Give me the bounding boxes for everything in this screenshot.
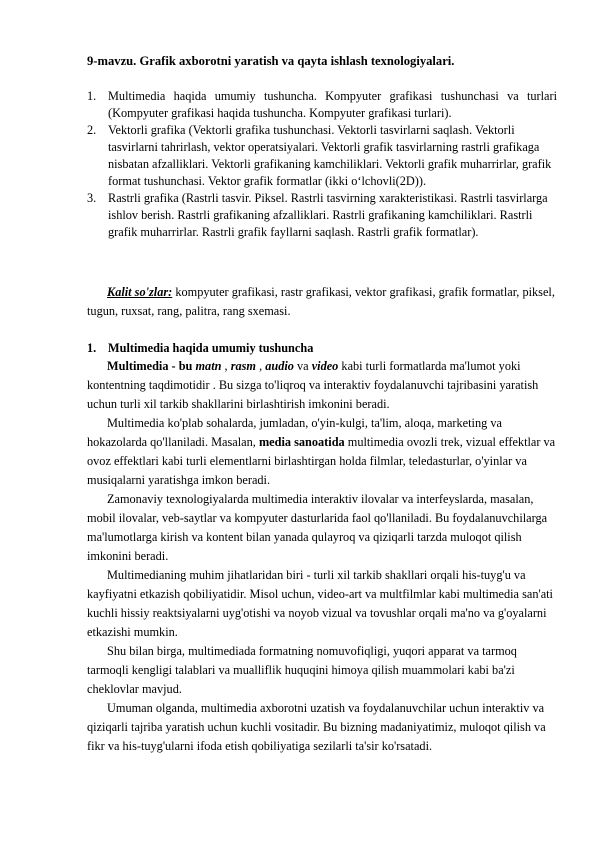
term-lead: Multimedia - bu bbox=[107, 359, 196, 373]
paragraph-text: Shu bilan birga, multimediada formatning nomuvofiqligi, yuqori apparat va tarmoq tarmoqli kengligi talablari va mualliflik huquqini himoya qilish muammolari kabi ba'zi cheklovlar mavjud. bbox=[87, 644, 517, 696]
separator: , bbox=[256, 359, 266, 373]
page-title: 9-mavzu. Grafik axborotni yaratish va qayta ishlash texnologiyalari. bbox=[87, 54, 455, 68]
paragraph-text: multimedia ovozli trek, vizual effektlar va ovoz effektlari kabi turli elementlarni birlashtirgan holda filmlar, teledasturlar, o'yinlar va musiqalarni yaratishga imkon beradi. bbox=[87, 435, 556, 487]
paragraph-applications bbox=[87, 414, 557, 490]
section-multimedia bbox=[87, 339, 557, 756]
section-heading-text: Multimedia haqida umumiy tushuncha bbox=[108, 341, 314, 355]
outline-item-text: Multimedia haqida umumiy tushuncha. Kompyuter grafikasi tushunchasi va turlari (Kompyuter grafikasi haqida tushuncha. Kompyuter grafikasi turlari). bbox=[108, 89, 557, 120]
topic-outline bbox=[87, 88, 557, 241]
paragraph-limitations bbox=[87, 642, 557, 699]
separator: va bbox=[293, 359, 312, 373]
term-video: video bbox=[311, 359, 339, 373]
outline-item-text: Rastrli grafika (Rastrli tasvir. Piksel. Rastrli tasvirning xarakteristikasi. Rastrli tasvirlarga ishlov berish. Rastrli grafikaning afzalliklari. Rastrli grafikaning kamchiliklari. Rastrli grafik muharrirlar. Rastrli grafik fayllarni saqlash. Rastrli grafik formatlar). bbox=[108, 191, 548, 239]
outline-item bbox=[87, 122, 557, 190]
paragraph-text: Multimedianing muhim jihatlaridan biri - turli xil tarkib shakllari orqali his-tuyg'u va kayfiyatni etkazish qobiliyatidir. Misol uchun, video-art va multfilmlar kabi multimedia san'ati kuchli hissiy reaktsiyalarni uyg'otishi va noyob vizual va tovushlar orqali ma'no va g'oyalarni etkazishi mumkin. bbox=[87, 568, 553, 639]
term-image: rasm bbox=[230, 359, 256, 373]
paragraph-definition bbox=[87, 357, 557, 414]
term-text: matn bbox=[195, 359, 222, 373]
section-number: 1. bbox=[87, 341, 97, 355]
paragraph-text: Zamonaviy texnologiyalarda multimedia interaktiv ilovalar va interfeyslarda, masalan, mobil ilovalar, veb-saytlar va kompyuter dasturlarida faol qo'llaniladi. Bu foydalanuvchilarga ma'lumotlarga kirish va kontent bilan yanada qulayroq va qiziqarli tarzda muloqot qilish imkonini beradi. bbox=[87, 492, 548, 563]
outline-item-number: 3. bbox=[87, 191, 97, 205]
keywords-paragraph bbox=[87, 283, 557, 321]
paragraph-conclusion bbox=[87, 699, 557, 756]
paragraph-text: kabi turli formatlarda ma'lumot yoki kontentning taqdimotidir . Bu sizga to'liqroq va interaktiv foydalanuvchi tajribasini yaratish uchun turli xil tarkib shakllarini birlashtirish imkonini beradi. bbox=[87, 359, 539, 411]
section-heading bbox=[87, 339, 557, 357]
emphasis-media-industry: media sanoatida bbox=[258, 435, 345, 449]
paragraph-emotion bbox=[87, 566, 557, 642]
outline-item bbox=[87, 190, 557, 241]
outline-item-number: 1. bbox=[87, 89, 97, 103]
keywords-text: kompyuter grafikasi, rastr grafikasi, vektor grafikasi, grafik formatlar, piksel, tugun, ruxsat, rang, palitra, rang sxemasi. bbox=[87, 285, 555, 318]
outline-item-number: 2. bbox=[87, 123, 97, 137]
paragraph-text: Multimedia ko'plab sohalarda, jumladan, o'yin-kulgi, ta'lim, aloqa, marketing va hokazolarda qo'llaniladi. Masalan, bbox=[87, 416, 502, 449]
outline-item bbox=[87, 88, 557, 122]
separator: , bbox=[221, 359, 231, 373]
keywords-label: Kalit so'zlar: bbox=[107, 285, 173, 299]
outline-item-text: Vektorli grafika (Vektorli grafika tushunchasi. Vektorli tasvirlarni saqlash. Vektorli tasvirlarni tahrirlash, vektor operatsiyalari. Vektorli grafik tasvirlarning rastrli grafikaga nisbatan afzalliklari. Vektorli grafikaning kamchiliklari. Vektorli grafik muharrirlar, grafik format tushunchasi. Vektor grafik formatlar (ikki o‘lchovli(2D)). bbox=[108, 123, 552, 188]
term-audio: audio bbox=[265, 359, 294, 373]
paragraph-text: Umuman olganda, multimedia axborotni uzatish va foydalanuvchilar uchun interaktiv va qiziqarli tajriba yaratish uchun kuchli vositadir. Bu bizning madaniyatimiz, muloqot qilish va fikr va his-tuyg'ularni ifoda etish qobiliyatiga sezilarli ta'sir ko'rsatadi. bbox=[87, 701, 546, 753]
paragraph-modern-tech bbox=[87, 490, 557, 566]
